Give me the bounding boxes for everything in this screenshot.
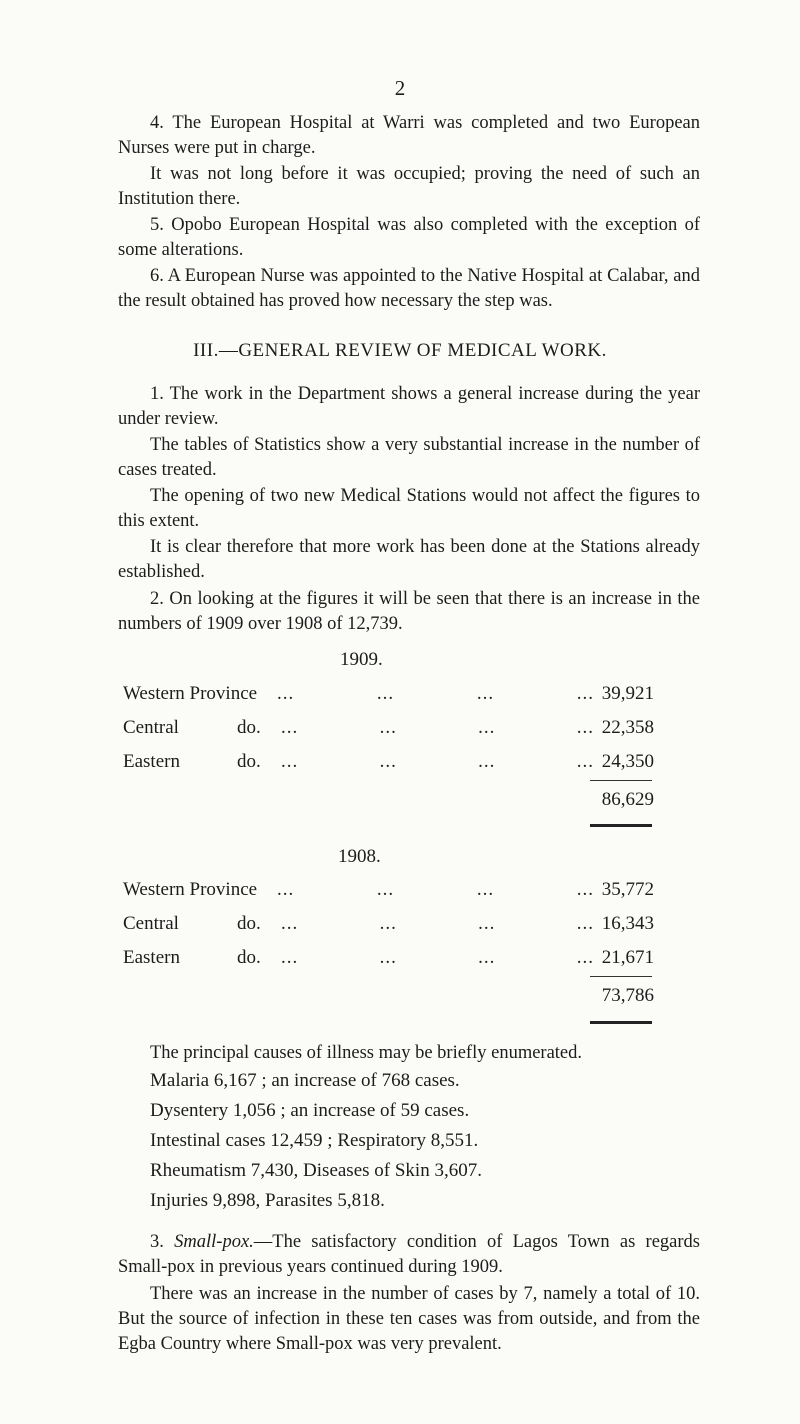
total-rule	[590, 824, 652, 827]
table-1909-year: 1909.	[340, 649, 383, 670]
page-number: 2	[394, 76, 406, 100]
row-value: 16,343	[601, 913, 654, 934]
review-paragraph-1d: It is clear therefore that more work has been done at the Stations already established.	[118, 537, 700, 582]
leader-dots: ... ... ... ...	[281, 751, 594, 772]
row-name: Central	[123, 913, 179, 934]
row-value: 35,772	[601, 879, 654, 900]
table-1908-year: 1908.	[338, 846, 381, 867]
row-value: 24,350	[601, 751, 654, 772]
paragraph-4b: It was not long before it was occupied; proving the need of such an Institution there.	[118, 164, 700, 209]
cause-item: Dysentery 1,056 ; an increase of 59 cases.	[150, 1100, 470, 1121]
row-ditto: do.	[237, 717, 261, 738]
table-1908-row	[123, 947, 654, 973]
sum-rule	[590, 780, 652, 781]
row-name: Western Province	[123, 683, 258, 704]
leader-dots: ... ... ... ...	[281, 947, 594, 968]
smallpox-paragraph-2: There was an increase in the number of cases by 7, namely a total of 10. But the source of infection in these ten cases was from outside, and from the Egba Country where Small-pox was very prevalent.	[118, 1284, 700, 1354]
leader-dots: ... ... ... ...	[277, 879, 594, 900]
review-paragraph-1c: The opening of two new Medical Stations would not affect the figures to this extent.	[118, 486, 700, 531]
leader-dots: ... ... ... ...	[281, 717, 594, 738]
review-paragraph-1: 1. The work in the Department shows a general increase during the year under review.	[118, 384, 700, 429]
total-rule	[590, 1021, 652, 1024]
leader-dots: ... ... ... ...	[281, 913, 594, 934]
row-name: Western Province	[123, 879, 258, 900]
row-value: 21,671	[601, 947, 654, 968]
table-1909-total: 86,629	[601, 789, 654, 810]
table-1909-row	[123, 683, 654, 709]
section-heading: III.—GENERAL REVIEW OF MEDICAL WORK.	[193, 340, 607, 361]
table-1908-row	[123, 913, 654, 939]
table-1909-row	[123, 751, 654, 777]
smallpox-paragraph	[118, 1230, 700, 1280]
table-1909-row	[123, 717, 654, 743]
cause-item: Malaria 6,167 ; an increase of 768 cases.	[150, 1070, 460, 1091]
review-paragraph-2: 2. On looking at the figures it will be seen that there is an increase in the numbers of 1909 over 1908 of 12,739.	[118, 589, 700, 634]
cause-item: Intestinal cases 12,459 ; Respiratory 8,551.	[150, 1130, 479, 1151]
paragraph-4: 4. The European Hospital at Warri was completed and two European Nurses were put in charge.	[118, 113, 700, 158]
smallpox-text: —The satisfactory condition of Lagos Town as regards Small-pox in previous years continued during 1909.	[118, 1232, 700, 1277]
row-value: 22,358	[601, 717, 654, 738]
leader-dots: ... ... ... ...	[277, 683, 594, 704]
causes-intro: The principal causes of illness may be briefly enumerated.	[150, 1043, 583, 1063]
smallpox-number: 3.	[150, 1232, 164, 1252]
row-name: Eastern	[123, 947, 180, 968]
row-ditto: do.	[237, 751, 261, 772]
paragraph-5: 5. Opobo European Hospital was also completed with the exception of some alterations.	[118, 215, 700, 260]
table-1908-row	[123, 879, 654, 905]
table-1908-total: 73,786	[601, 985, 654, 1006]
row-ditto: do.	[237, 947, 261, 968]
smallpox-title: Small-pox.	[174, 1232, 254, 1252]
cause-item: Injuries 9,898, Parasites 5,818.	[150, 1190, 385, 1211]
row-name: Central	[123, 717, 179, 738]
paragraph-6: 6. A European Nurse was appointed to the Native Hospital at Calabar, and the result obtained has proved how necessary the step was.	[118, 266, 700, 311]
row-name: Eastern	[123, 751, 180, 772]
row-ditto: do.	[237, 913, 261, 934]
sum-rule	[590, 976, 652, 977]
cause-item: Rheumatism 7,430, Diseases of Skin 3,607.	[150, 1160, 482, 1181]
row-value: 39,921	[601, 683, 654, 704]
review-paragraph-1b: The tables of Statistics show a very substantial increase in the number of cases treated.	[118, 435, 700, 480]
